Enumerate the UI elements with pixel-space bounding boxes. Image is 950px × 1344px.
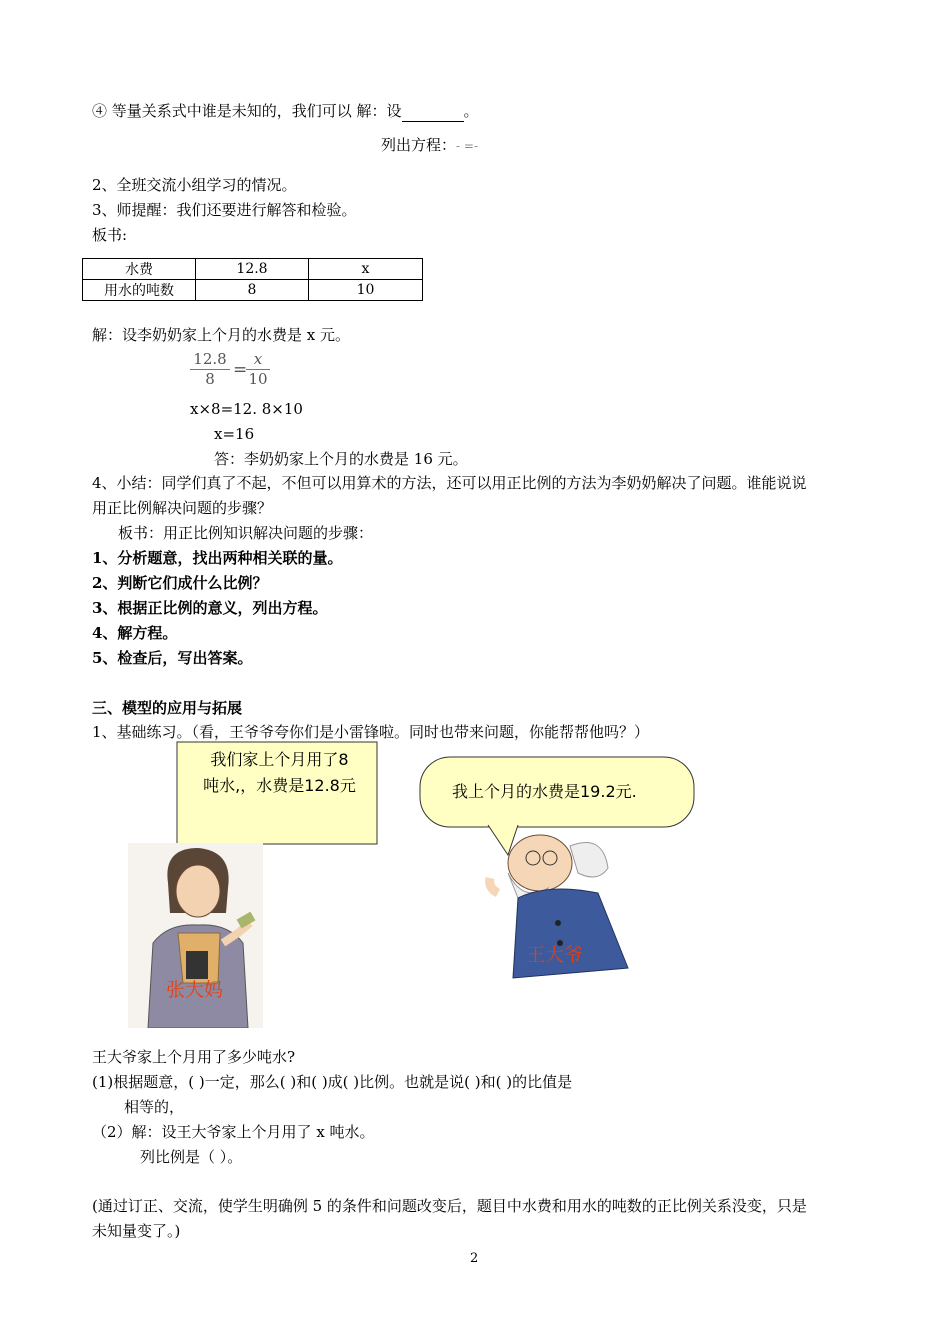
fraction-left — [190, 350, 230, 389]
label-grandpa-wang: 王大爷 — [526, 944, 584, 966]
table-cell: x — [309, 259, 423, 280]
solution-line-3: x=16 — [214, 425, 255, 443]
board-label: 板书: — [92, 226, 128, 244]
question-part-2: （2）解：设王大爷家上个月用了 x 吨水。 — [92, 1123, 375, 1141]
table-row — [83, 259, 423, 280]
question-part-1: (1)根据题意，( )一定，那么( )和( )成( )比例。也就是说( )和( )的比值是 — [92, 1073, 573, 1091]
table-row — [83, 280, 423, 301]
solution-line-2: x×8=12. 8×10 — [190, 400, 303, 418]
label-aunt-zhang: 张大妈 — [166, 979, 224, 1001]
teacher-note-line-2: 未知量变了。) — [92, 1222, 181, 1240]
table-cell: 用水的吨数 — [83, 280, 196, 301]
unknown-question-text: ④ 等量关系式中谁是未知的，我们可以 解：设 — [92, 102, 402, 120]
question-part-1-cont: 相等的， — [124, 1098, 185, 1116]
summary-step-4: 4、解方程。 — [92, 624, 178, 642]
summary-board-title: 板书：用正比例知识解决问题的步骤： — [118, 524, 374, 542]
fraction-right — [246, 350, 270, 389]
step-2-text: 2、全班交流小组学习的情况。 — [92, 176, 297, 194]
equation-line — [381, 135, 478, 156]
ratio-fill-line: 列比例是（ ）。 — [140, 1148, 243, 1166]
summary-step-3: 3、根据正比例的意义，列出方程。 — [92, 599, 328, 617]
solution-intro: 解：设李奶奶家上个月的水费是 x 元。 — [92, 326, 350, 344]
speech-bubble-right: 我上个月的水费是19.2元. — [452, 782, 637, 801]
page-number: 2 — [470, 1251, 479, 1266]
table-cell: 12.8 — [196, 259, 309, 280]
exercise-intro: 1、基础练习。（看，王爷爷夸你们是小雷锋啦。同时也带来问题，你能帮帮他吗？） — [92, 723, 650, 741]
unknown-question-tail: 。 — [463, 102, 479, 120]
board-table — [82, 258, 423, 301]
step-3-text: 3、师提醒：我们还要进行解答和检验。 — [92, 201, 357, 219]
table-cell: 水费 — [83, 259, 196, 280]
fraction-right-denominator: 10 — [248, 370, 268, 388]
summary-step-2: 2、判断它们成什么比例？ — [92, 574, 268, 592]
equals-sign: = — [233, 360, 248, 380]
answer-blank[interactable] — [402, 101, 464, 122]
equation-placeholder: - =- — [456, 139, 478, 153]
section-3-heading: 三、模型的应用与拓展 — [92, 699, 243, 717]
bubble-left-line-2: 吨水,，水费是12.8元 — [203, 776, 356, 795]
solution-answer: 答：李奶奶家上个月的水费是 16 元。 — [214, 450, 468, 468]
teacher-note-line-1: (通过订正、交流，使学生明确例 5 的条件和问题改变后，题目中水费和用水的吨数的正比例关系没变，只是 — [92, 1197, 807, 1215]
table-cell: 10 — [309, 280, 423, 301]
unknown-question-line — [92, 101, 479, 122]
bubble-left-line-1: 我们家上个月用了8 — [210, 750, 349, 769]
summary-step-1: 1、分析题意，找出两种相关联的量。 — [92, 549, 343, 567]
summary-line-1: 4、小结：同学们真了不起，不但可以用算术的方法，还可以用正比例的方法为李奶奶解决了问题。谁能说说 — [92, 474, 807, 492]
table-cell: 8 — [196, 280, 309, 301]
speech-bubble-left — [182, 747, 377, 799]
summary-line-2: 用正比例解决问题的步骤？ — [92, 499, 273, 517]
summary-step-5: 5、检查后，写出答案。 — [92, 649, 253, 667]
fraction-left-numerator: 12.8 — [190, 350, 230, 370]
equation-label: 列出方程： — [381, 136, 457, 154]
fraction-right-numerator: x — [246, 350, 270, 370]
question-main: 王大爷家上个月用了多少吨水? — [92, 1048, 296, 1066]
fraction-left-denominator: 8 — [205, 370, 215, 388]
